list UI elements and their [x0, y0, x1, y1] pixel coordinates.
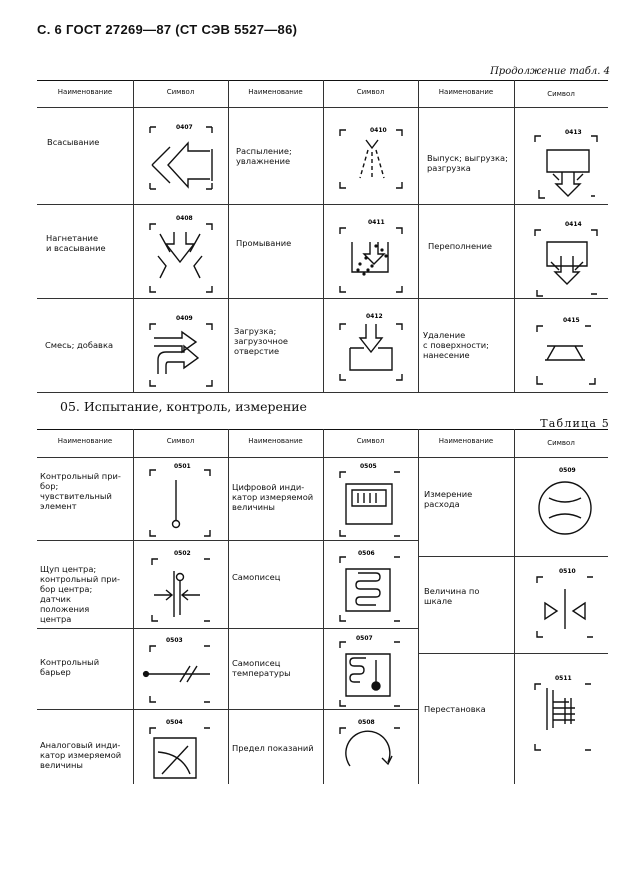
symbol-0505-digital-indicator-icon: [330, 460, 412, 544]
name-flow-measurement: Измерение расхода: [424, 489, 473, 509]
symbol-0408-pressure-suction-icon: [140, 210, 222, 300]
name-surface-removal: Удаление с поверхности; нанесение: [423, 330, 489, 360]
symbol-code: 0411: [368, 219, 385, 226]
table5-header-name: Наименование: [438, 437, 494, 445]
name-reading-limit: Предел показаний: [232, 743, 314, 753]
table5-row-divider: [418, 653, 608, 654]
symbol-code: 0409: [176, 315, 193, 322]
table5-col-divider: [228, 429, 229, 784]
table4-continuation-note: Продолжение табл. 4: [490, 66, 610, 77]
name-mix-additive: Смесь; добавка: [45, 340, 114, 350]
name-analog-indicator: Аналоговый инди- катор измеряемой величины: [40, 740, 122, 770]
symbol-code: 0407: [176, 124, 193, 131]
name-suction: Всасывание: [47, 137, 100, 147]
table5-caption: Таблица 5: [540, 417, 610, 430]
symbol-0413-discharge-icon: [525, 120, 605, 208]
table5-row-divider: [418, 556, 608, 557]
symbol-0503-control-barrier-icon: [140, 632, 222, 712]
symbol-0506-recorder-icon: [330, 545, 412, 629]
symbol-0411-washing-icon: [330, 212, 410, 300]
symbol-0508-reading-limit-icon: [330, 714, 412, 792]
name-control-instrument: Контрольный при- бор; чувствительный элемент: [40, 471, 121, 511]
symbol-0511-adjustment-icon: [525, 660, 605, 760]
name-pressure-suction: Нагнетание и всасывание: [46, 233, 106, 253]
symbol-code: 0511: [555, 675, 572, 682]
table4-header-name: Наименование: [438, 88, 494, 96]
symbol-code: 0505: [360, 463, 377, 470]
name-washing: Промывание: [236, 238, 292, 248]
section-heading: 05. Испытание, контроль, измерение: [60, 399, 307, 414]
table5-header-symbol: Символ: [356, 437, 385, 445]
table5-col-divider: [133, 429, 134, 784]
name-loading: Загрузка; загрузочное отверстие: [234, 326, 289, 356]
table4-col-divider: [514, 80, 515, 392]
table4-bottom-rule: [37, 392, 608, 393]
symbol-code: 0506: [358, 550, 375, 557]
symbol-code: 0410: [370, 127, 387, 134]
table4-header-symbol: Символ: [356, 88, 385, 96]
table5-col-divider: [323, 429, 324, 784]
symbol-0507-temperature-recorder-icon: [330, 630, 412, 714]
symbol-code: 0508: [358, 719, 375, 726]
table4-col-divider: [323, 80, 324, 392]
name-adjustment: Перестановка: [424, 704, 486, 714]
symbol-0502-center-probe-icon: [140, 545, 222, 629]
symbol-code: 0503: [166, 637, 183, 644]
symbol-0504-analog-indicator-icon: [140, 714, 222, 792]
table5-header-symbol: Символ: [547, 439, 575, 447]
name-scale-value: Величина по шкале: [424, 586, 480, 606]
table4-col-divider: [418, 80, 419, 392]
symbol-code: 0510: [559, 568, 576, 575]
table4-header-name: Наименование: [57, 88, 113, 96]
symbol-code: 0509: [559, 467, 576, 474]
symbol-0414-overflow-icon: [525, 212, 607, 302]
table4-header-name: Наименование: [248, 88, 303, 96]
name-recorder: Самописец: [232, 572, 281, 582]
name-overflow: Переполнение: [428, 241, 492, 251]
symbol-0510-scale-value-icon: [525, 563, 605, 651]
name-center-probe: Щуп центра; контрольный при- бор центра; датчик положения центра: [40, 564, 120, 624]
symbol-code: 0501: [174, 463, 191, 470]
table5-header-symbol: Символ: [166, 437, 195, 445]
symbol-code: 0412: [366, 313, 383, 320]
symbol-0409-mix-icon: [140, 308, 222, 396]
table4-col-divider: [133, 80, 134, 392]
page-header: С. 6 ГОСТ 27269—87 (СТ СЭВ 5527—86): [37, 22, 298, 37]
name-control-barrier: Контрольный барьер: [40, 657, 100, 677]
name-discharge: Выпуск; выгрузка; разгрузка: [427, 153, 508, 173]
symbol-0410-spray-icon: [330, 118, 412, 204]
symbol-code: 0408: [176, 215, 193, 222]
table4-col-divider: [228, 80, 229, 392]
symbol-0509-flow-measurement-icon: [525, 460, 605, 552]
symbol-code: 0415: [563, 317, 580, 324]
symbol-code: 0502: [174, 550, 191, 557]
name-digital-indicator: Цифровой инди- катор измеряемой величины: [232, 482, 314, 512]
table5-header-name: Наименование: [248, 437, 303, 445]
name-spraying: Распыление; увлажнение: [236, 146, 292, 166]
symbol-0407-suction-icon: [140, 115, 222, 203]
symbol-0412-loading-icon: [330, 310, 412, 394]
symbol-0415-surface-removal-icon: [525, 310, 605, 396]
name-temperature-recorder: Самописец температуры: [232, 658, 291, 678]
table5-header-name: Наименование: [57, 437, 113, 445]
table4-header-symbol: Символ: [547, 90, 575, 98]
symbol-0501-sensor-icon: [140, 460, 222, 544]
symbol-code: 0504: [166, 719, 183, 726]
table4-header-symbol: Символ: [166, 88, 195, 96]
symbol-code: 0507: [356, 635, 373, 642]
table5-col-divider: [514, 429, 515, 784]
symbol-code: 0414: [565, 221, 582, 228]
symbol-code: 0413: [565, 129, 582, 136]
table5-col-divider: [418, 429, 419, 784]
